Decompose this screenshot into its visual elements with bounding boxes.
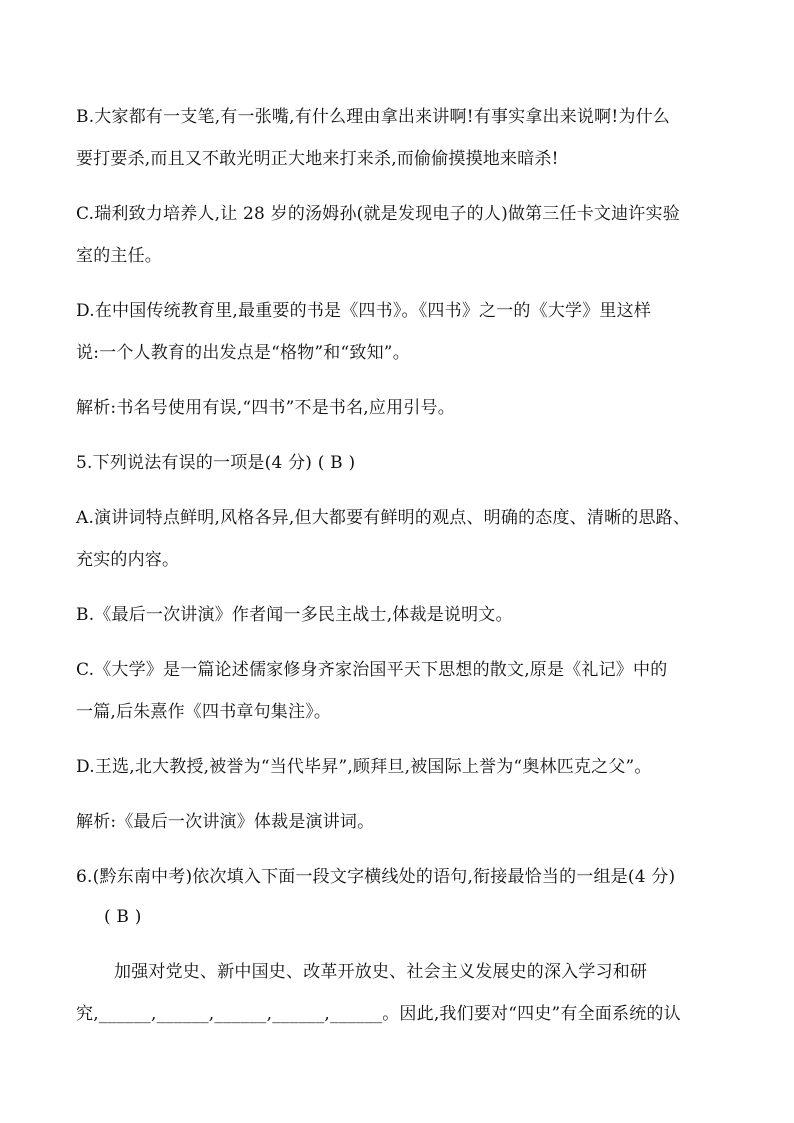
- q5-option-a-line-2: 充实的内容。: [76, 550, 180, 570]
- q5-option-b: B.《最后一次讲演》作者闻一多民主战士,体裁是说明文。: [76, 605, 513, 625]
- option-b-line-1: B.大家都有一支笔,有一张嘴,有什么理由拿出来讲啊!有事实拿出来说啊!为什么: [76, 107, 670, 127]
- option-b-line-2: 要打要杀,而且又不敢光明正大地来打来杀,而偷偷摸摸地来暗杀!: [76, 149, 559, 169]
- q5-option-a-line-1: A.演讲词特点鲜明,风格各异,但大都要有鲜明的观点、明确的态度、清晰的思路、: [76, 508, 691, 528]
- q5-option-c-line-1: C.《大学》是一篇论述儒家修身齐家治国平天下思想的散文,原是《礼记》中的: [76, 660, 668, 680]
- question-6-answer: ( B ): [104, 907, 142, 927]
- option-d-line-1: D.在中国传统教育里,最重要的书是《四书》。《四书》之一的《大学》里这样: [76, 301, 652, 321]
- question-6: 6.(黔东南中考)依次填入下面一段文字横线处的语句,衔接最恰当的一组是(4 分): [76, 867, 676, 887]
- option-c-line-2: 室的主任。: [76, 246, 162, 266]
- q5-option-c-line-2: 一篇,后朱熹作《四书章句集注》。: [76, 702, 332, 722]
- q5-option-d: D.王选,北大教授,被誉为“当代毕昇”,顾拜旦,被国际上誉为“奥林匹克之父”。: [76, 757, 652, 777]
- question-5: 5.下列说法有误的一项是(4 分) ( B ): [76, 453, 356, 473]
- analysis-q4: 解析:书名号使用有误,“四书”不是书名,应用引号。: [76, 398, 455, 418]
- passage-line-2: 究,______,______,______,______,______。因此,我们要对“四史”有全面系统的认: [76, 1004, 681, 1024]
- passage-line-1: 加强对党史、新中国史、改革开放史、社会主义发展史的深入学习和研: [114, 962, 648, 982]
- option-c-line-1: C.瑞利致力培养人,让 28 岁的汤姆孙(就是发现电子的人)做第三任卡文迪许实验: [76, 204, 680, 224]
- option-d-line-2: 说:一个人教育的出发点是“格物”和“致知”。: [76, 343, 410, 363]
- analysis-q5: 解析:《最后一次讲演》体裁是演讲词。: [76, 812, 375, 832]
